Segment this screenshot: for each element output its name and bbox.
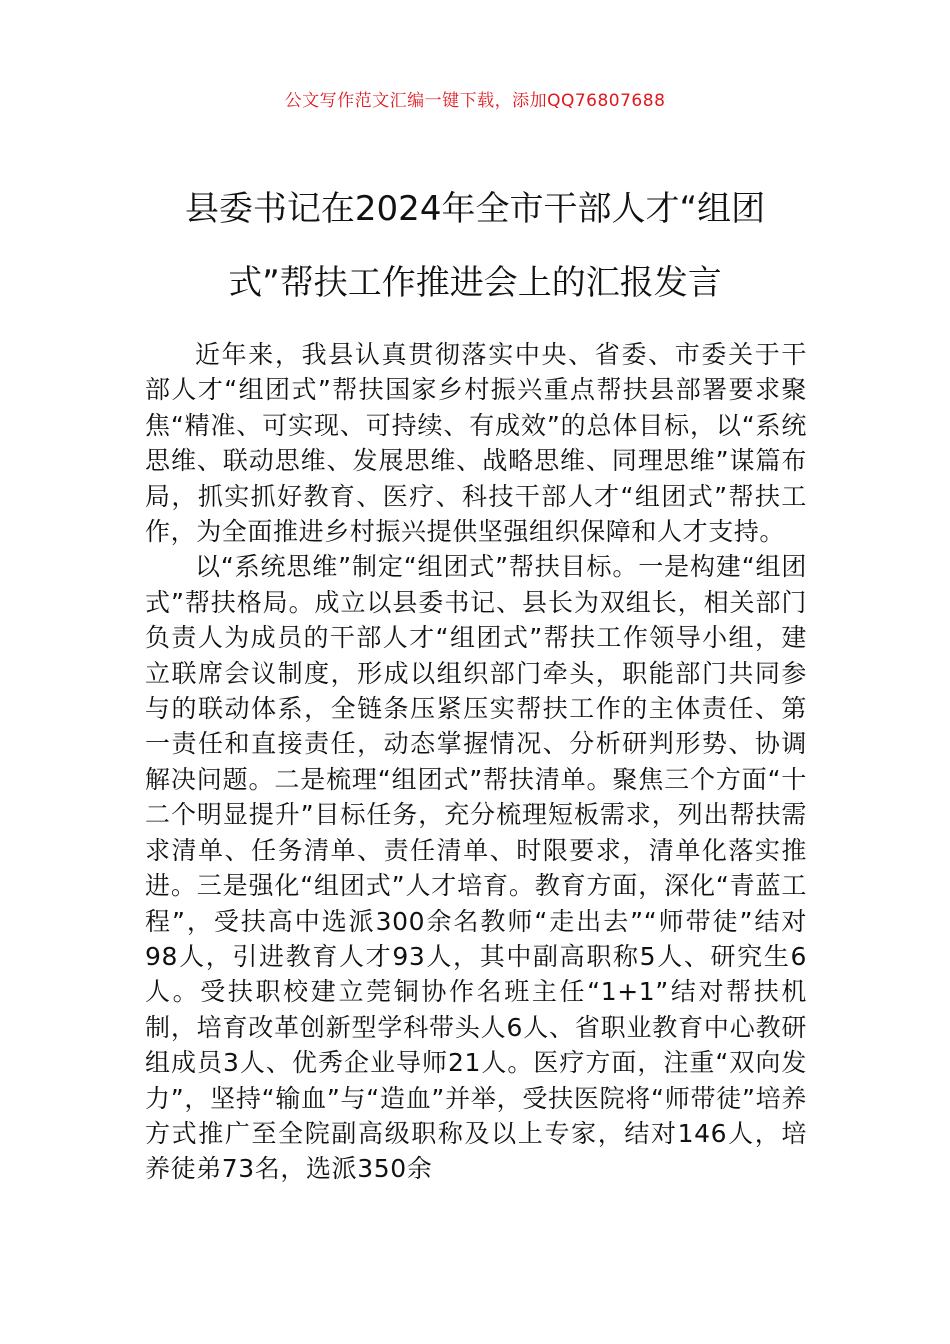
paragraph-intro: 近年来，我县认真贯彻落实中央、省委、市委关于干部人才“组团式”帮扶国家乡村振兴重点帮扶县部署要求聚焦“精准、可实现、可持续、有成效”的总体目标，以“系统思维、联动思维、发展思维、战略思维、同理思维”谋篇布局，抓实抓好教育、医疗、科技干部人才“组团式”帮扶工作，为全面推进乡村振兴提供坚强组织保障和人才支持。 <box>145 340 807 547</box>
download-notice: 公文写作范文汇编一键下载，添加QQ76807688 <box>284 91 666 111</box>
document-title: 县委书记在2024年全市干部人才“组团式”帮扶工作推进会上的汇报发言 <box>184 189 766 303</box>
paragraph-system-thinking: 以“系统思维”制定“组团式”帮扶目标。一是构建“组团式”帮扶格局。成立以县委书记、县长为双组长，相关部门负责人为成员的干部人才“组团式”帮扶工作领导小组，建立联席会议制度，形成以组织部门牵头，职能部门共同参与的联动体系，全链条压紧压实帮扶工作的主体责任、第一责任和直接责任，动态掌握情况、分析研判形势、协调解决问题。二是梳理“组团式”帮扶清单。聚焦三个方面“十二个明显提升”目标任务，充分梳理短板需求，列出帮扶需求清单、任务清单、责任清单、时限要求，清单化落实推进。三是强化“组团式”人才培育。教育方面，深化“青蓝工程”，受扶高中选派300余名教师“走出去”“师带徒”结对98人，引进教育人才93人，其中副高职称5人、研究生6人。受扶职校建立莞铜协作名班主任“1+1”结对帮扶机制，培育改革创新型学科带头人6人、省职业教育中心教研组成员3人、优秀企业导师21人。医疗方面，注重“双向发力”，坚持“输血”与“造血”并举，受扶医院将“师带徒”培养方式推广至全院副高级职称及以上专家，结对146人，培养徒弟73名，选派350余 <box>145 552 807 1184</box>
document-body <box>145 337 807 1187</box>
